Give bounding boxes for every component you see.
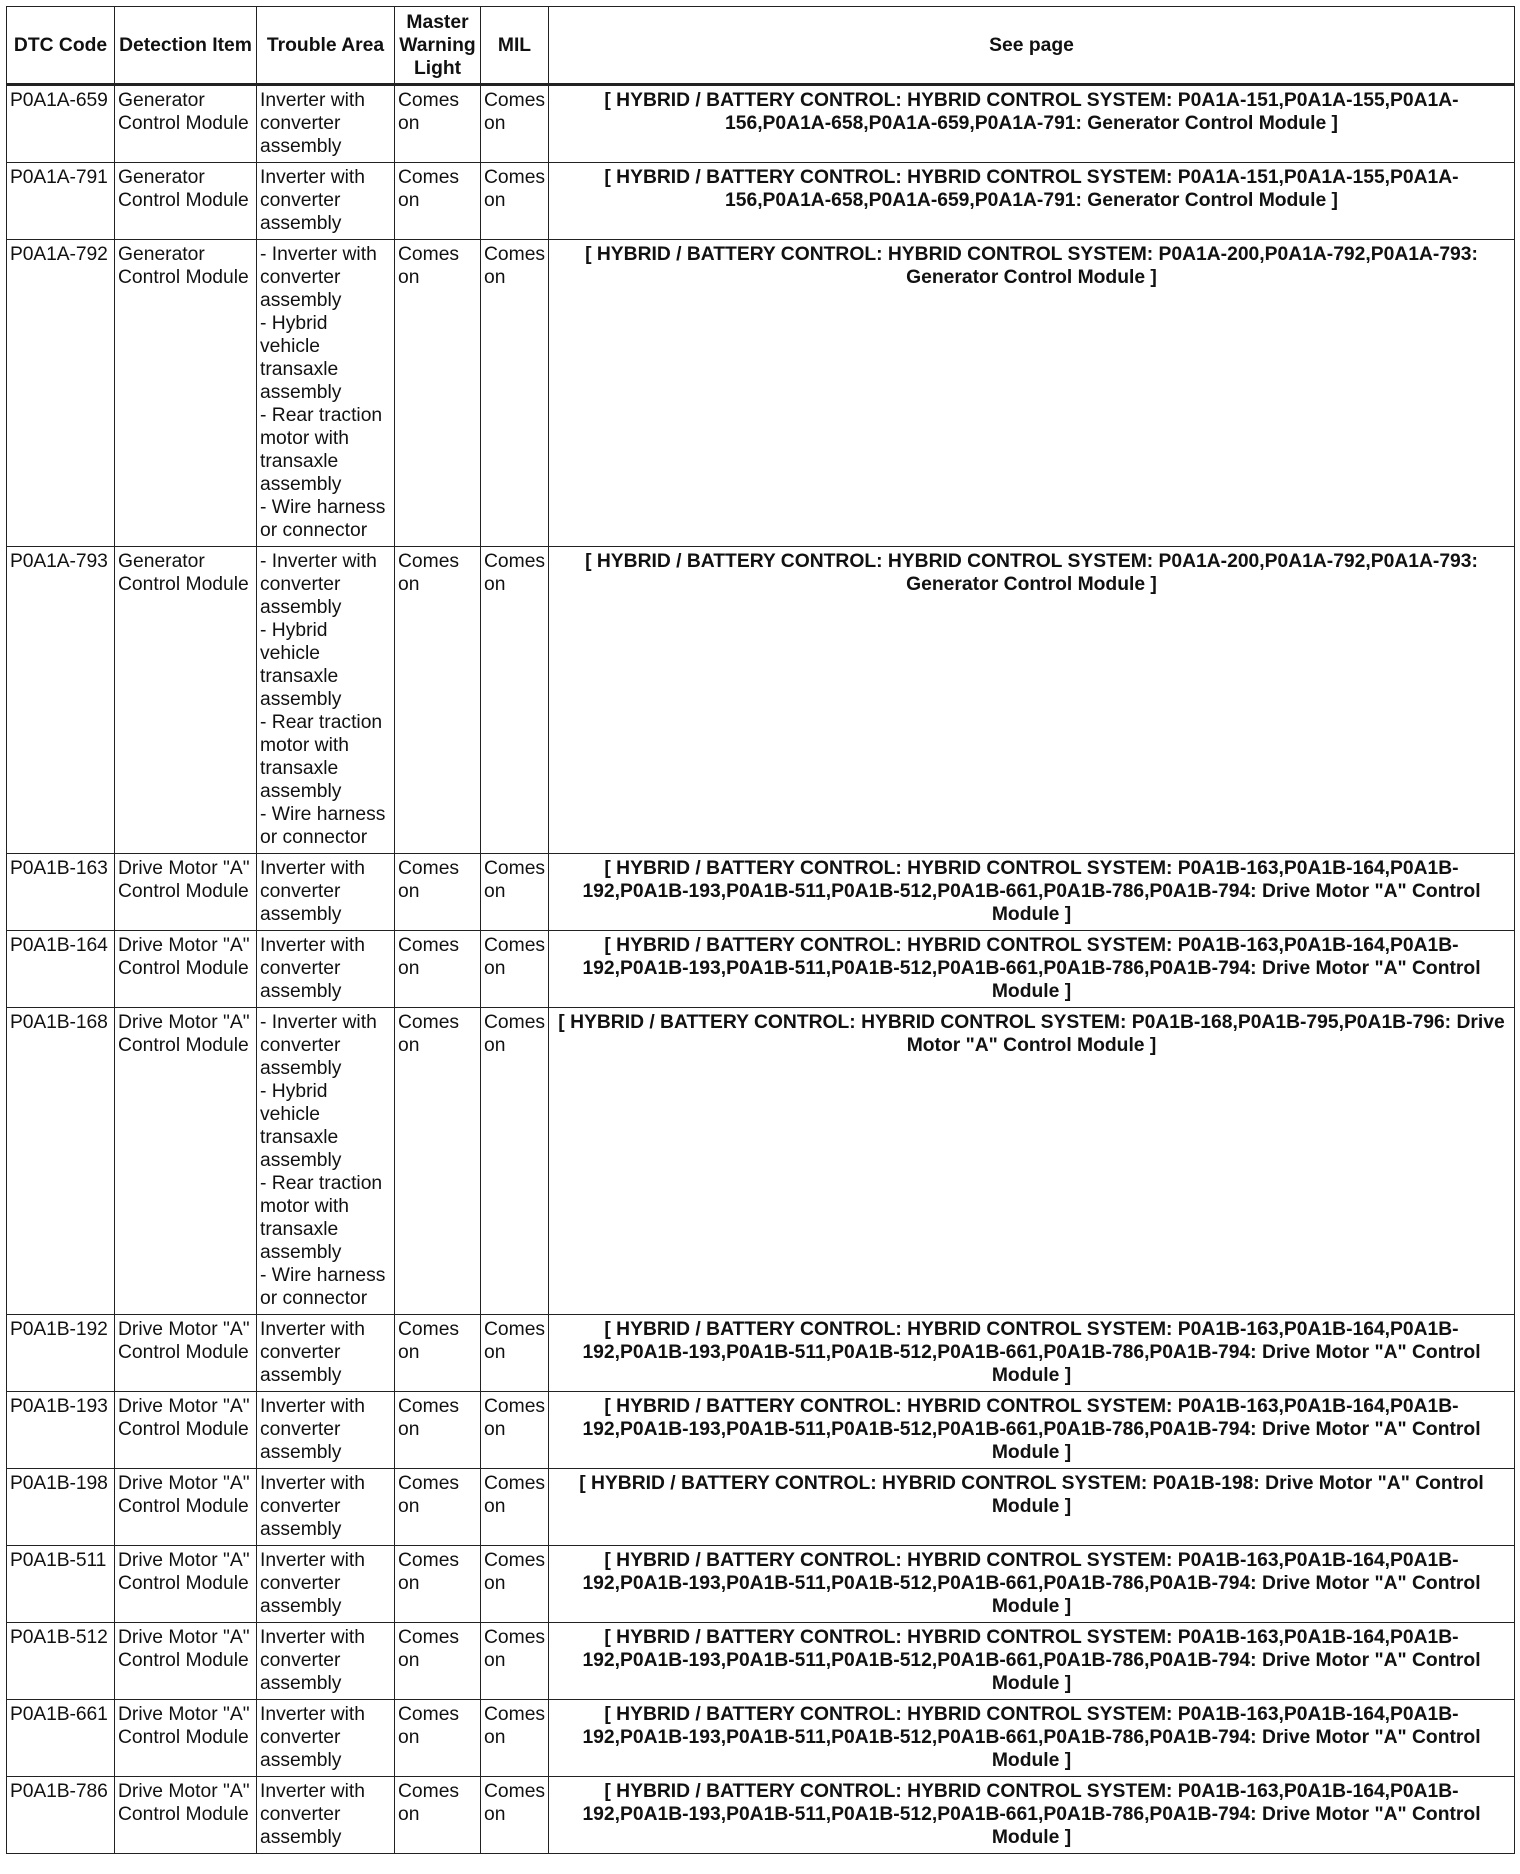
dtc-code-cell: P0A1A-793: [7, 547, 115, 854]
dtc-code-cell: P0A1B-192: [7, 1315, 115, 1392]
trouble-area-cell: Inverter with converter assembly: [257, 1777, 395, 1854]
see-page-cell: [ HYBRID / BATTERY CONTROL: HYBRID CONTROL SYSTEM: P0A1B-163,P0A1B-164,P0A1B-192,P0A1B-193,P0A1B-511,P0A1B-512,P0A1B-661,P0A1B-786,P0A1B-794: Drive Motor "A" Control Module ]: [549, 931, 1515, 1008]
master-warning-light-cell: Comes on: [395, 931, 481, 1008]
header-row: [7, 7, 1515, 85]
trouble-area-cell: Inverter with converter assembly: [257, 1546, 395, 1623]
see-page-cell: [ HYBRID / BATTERY CONTROL: HYBRID CONTROL SYSTEM: P0A1A-151,P0A1A-155,P0A1A-156,P0A1A-658,P0A1A-659,P0A1A-791: Generator Control Module ]: [549, 163, 1515, 240]
detection-item-cell: Drive Motor "A" Control Module: [115, 931, 257, 1008]
table-row: [7, 1777, 1515, 1854]
col-header-see-page: See page: [549, 7, 1515, 85]
col-header-master-warning-light: Master Warning Light: [395, 7, 481, 85]
trouble-area-cell: - Inverter with converter assembly - Hybrid vehicle transaxle assembly - Rear traction motor with transaxle assembly - Wire harness or connector: [257, 240, 395, 547]
trouble-area-cell: Inverter with converter assembly: [257, 854, 395, 931]
col-header-dtc-code: DTC Code: [7, 7, 115, 85]
trouble-area-cell: Inverter with converter assembly: [257, 1392, 395, 1469]
dtc-code-cell: P0A1B-786: [7, 1777, 115, 1854]
master-warning-light-cell: Comes on: [395, 85, 481, 163]
detection-item-cell: Drive Motor "A" Control Module: [115, 1315, 257, 1392]
table-row: [7, 85, 1515, 163]
master-warning-light-cell: Comes on: [395, 854, 481, 931]
trouble-area-cell: Inverter with converter assembly: [257, 85, 395, 163]
see-page-cell: [ HYBRID / BATTERY CONTROL: HYBRID CONTROL SYSTEM: P0A1B-163,P0A1B-164,P0A1B-192,P0A1B-193,P0A1B-511,P0A1B-512,P0A1B-661,P0A1B-786,P0A1B-794: Drive Motor "A" Control Module ]: [549, 1546, 1515, 1623]
mil-cell: Comes on: [481, 1777, 549, 1854]
trouble-area-cell: - Inverter with converter assembly - Hybrid vehicle transaxle assembly - Rear traction motor with transaxle assembly - Wire harness or connector: [257, 1008, 395, 1315]
table-row: [7, 1469, 1515, 1546]
dtc-code-cell: P0A1B-164: [7, 931, 115, 1008]
mil-cell: Comes on: [481, 547, 549, 854]
table-row: [7, 1546, 1515, 1623]
detection-item-cell: Drive Motor "A" Control Module: [115, 1008, 257, 1315]
table-row: [7, 854, 1515, 931]
detection-item-cell: Generator Control Module: [115, 240, 257, 547]
dtc-code-cell: P0A1B-661: [7, 1700, 115, 1777]
dtc-code-cell: P0A1B-163: [7, 854, 115, 931]
mil-cell: Comes on: [481, 163, 549, 240]
trouble-area-cell: - Inverter with converter assembly - Hybrid vehicle transaxle assembly - Rear traction motor with transaxle assembly - Wire harness or connector: [257, 547, 395, 854]
dtc-table: [6, 6, 1515, 1854]
see-page-cell: [ HYBRID / BATTERY CONTROL: HYBRID CONTROL SYSTEM: P0A1A-200,P0A1A-792,P0A1A-793: Generator Control Module ]: [549, 240, 1515, 547]
table-row: [7, 931, 1515, 1008]
table-header: [7, 7, 1515, 85]
master-warning-light-cell: Comes on: [395, 1392, 481, 1469]
detection-item-cell: Drive Motor "A" Control Module: [115, 1623, 257, 1700]
detection-item-cell: Drive Motor "A" Control Module: [115, 1392, 257, 1469]
dtc-code-cell: P0A1B-193: [7, 1392, 115, 1469]
see-page-cell: [ HYBRID / BATTERY CONTROL: HYBRID CONTROL SYSTEM: P0A1A-151,P0A1A-155,P0A1A-156,P0A1A-658,P0A1A-659,P0A1A-791: Generator Control Module ]: [549, 85, 1515, 163]
master-warning-light-cell: Comes on: [395, 547, 481, 854]
see-page-cell: [ HYBRID / BATTERY CONTROL: HYBRID CONTROL SYSTEM: P0A1B-163,P0A1B-164,P0A1B-192,P0A1B-193,P0A1B-511,P0A1B-512,P0A1B-661,P0A1B-786,P0A1B-794: Drive Motor "A" Control Module ]: [549, 854, 1515, 931]
detection-item-cell: Drive Motor "A" Control Module: [115, 1700, 257, 1777]
dtc-code-cell: P0A1B-168: [7, 1008, 115, 1315]
table-row: [7, 163, 1515, 240]
master-warning-light-cell: Comes on: [395, 1777, 481, 1854]
trouble-area-cell: Inverter with converter assembly: [257, 1700, 395, 1777]
master-warning-light-cell: Comes on: [395, 163, 481, 240]
mil-cell: Comes on: [481, 1700, 549, 1777]
trouble-area-cell: Inverter with converter assembly: [257, 1623, 395, 1700]
master-warning-light-cell: Comes on: [395, 240, 481, 547]
master-warning-light-cell: Comes on: [395, 1546, 481, 1623]
table-row: [7, 1315, 1515, 1392]
detection-item-cell: Generator Control Module: [115, 163, 257, 240]
table-row: [7, 1392, 1515, 1469]
trouble-area-cell: Inverter with converter assembly: [257, 1469, 395, 1546]
table-row: [7, 1623, 1515, 1700]
trouble-area-cell: Inverter with converter assembly: [257, 163, 395, 240]
table-row: [7, 1008, 1515, 1315]
dtc-code-cell: P0A1A-791: [7, 163, 115, 240]
mil-cell: Comes on: [481, 931, 549, 1008]
dtc-table-wrapper: [6, 6, 1515, 1854]
see-page-cell: [ HYBRID / BATTERY CONTROL: HYBRID CONTROL SYSTEM: P0A1B-163,P0A1B-164,P0A1B-192,P0A1B-193,P0A1B-511,P0A1B-512,P0A1B-661,P0A1B-786,P0A1B-794: Drive Motor "A" Control Module ]: [549, 1315, 1515, 1392]
see-page-cell: [ HYBRID / BATTERY CONTROL: HYBRID CONTROL SYSTEM: P0A1B-163,P0A1B-164,P0A1B-192,P0A1B-193,P0A1B-511,P0A1B-512,P0A1B-661,P0A1B-786,P0A1B-794: Drive Motor "A" Control Module ]: [549, 1623, 1515, 1700]
mil-cell: Comes on: [481, 85, 549, 163]
dtc-code-cell: P0A1A-659: [7, 85, 115, 163]
see-page-cell: [ HYBRID / BATTERY CONTROL: HYBRID CONTROL SYSTEM: P0A1B-198: Drive Motor "A" Control Module ]: [549, 1469, 1515, 1546]
mil-cell: Comes on: [481, 1392, 549, 1469]
master-warning-light-cell: Comes on: [395, 1315, 481, 1392]
mil-cell: Comes on: [481, 854, 549, 931]
dtc-code-cell: P0A1B-511: [7, 1546, 115, 1623]
col-header-detection-item: Detection Item: [115, 7, 257, 85]
detection-item-cell: Drive Motor "A" Control Module: [115, 854, 257, 931]
see-page-cell: [ HYBRID / BATTERY CONTROL: HYBRID CONTROL SYSTEM: P0A1B-163,P0A1B-164,P0A1B-192,P0A1B-193,P0A1B-511,P0A1B-512,P0A1B-661,P0A1B-786,P0A1B-794: Drive Motor "A" Control Module ]: [549, 1700, 1515, 1777]
master-warning-light-cell: Comes on: [395, 1008, 481, 1315]
table-row: [7, 240, 1515, 547]
detection-item-cell: Drive Motor "A" Control Module: [115, 1469, 257, 1546]
detection-item-cell: Drive Motor "A" Control Module: [115, 1546, 257, 1623]
dtc-code-cell: P0A1B-198: [7, 1469, 115, 1546]
table-row: [7, 1700, 1515, 1777]
master-warning-light-cell: Comes on: [395, 1700, 481, 1777]
dtc-code-cell: P0A1A-792: [7, 240, 115, 547]
mil-cell: Comes on: [481, 1469, 549, 1546]
dtc-code-cell: P0A1B-512: [7, 1623, 115, 1700]
trouble-area-cell: Inverter with converter assembly: [257, 1315, 395, 1392]
col-header-mil: MIL: [481, 7, 549, 85]
mil-cell: Comes on: [481, 1315, 549, 1392]
mil-cell: Comes on: [481, 240, 549, 547]
master-warning-light-cell: Comes on: [395, 1623, 481, 1700]
see-page-cell: [ HYBRID / BATTERY CONTROL: HYBRID CONTROL SYSTEM: P0A1B-168,P0A1B-795,P0A1B-796: Drive Motor "A" Control Module ]: [549, 1008, 1515, 1315]
detection-item-cell: Generator Control Module: [115, 547, 257, 854]
mil-cell: Comes on: [481, 1546, 549, 1623]
trouble-area-cell: Inverter with converter assembly: [257, 931, 395, 1008]
detection-item-cell: Drive Motor "A" Control Module: [115, 1777, 257, 1854]
mil-cell: Comes on: [481, 1623, 549, 1700]
see-page-cell: [ HYBRID / BATTERY CONTROL: HYBRID CONTROL SYSTEM: P0A1B-163,P0A1B-164,P0A1B-192,P0A1B-193,P0A1B-511,P0A1B-512,P0A1B-661,P0A1B-786,P0A1B-794: Drive Motor "A" Control Module ]: [549, 1777, 1515, 1854]
see-page-cell: [ HYBRID / BATTERY CONTROL: HYBRID CONTROL SYSTEM: P0A1B-163,P0A1B-164,P0A1B-192,P0A1B-193,P0A1B-511,P0A1B-512,P0A1B-661,P0A1B-786,P0A1B-794: Drive Motor "A" Control Module ]: [549, 1392, 1515, 1469]
master-warning-light-cell: Comes on: [395, 1469, 481, 1546]
col-header-trouble-area: Trouble Area: [257, 7, 395, 85]
table-row: [7, 547, 1515, 854]
detection-item-cell: Generator Control Module: [115, 85, 257, 163]
table-body: [7, 85, 1515, 1854]
mil-cell: Comes on: [481, 1008, 549, 1315]
see-page-cell: [ HYBRID / BATTERY CONTROL: HYBRID CONTROL SYSTEM: P0A1A-200,P0A1A-792,P0A1A-793: Generator Control Module ]: [549, 547, 1515, 854]
